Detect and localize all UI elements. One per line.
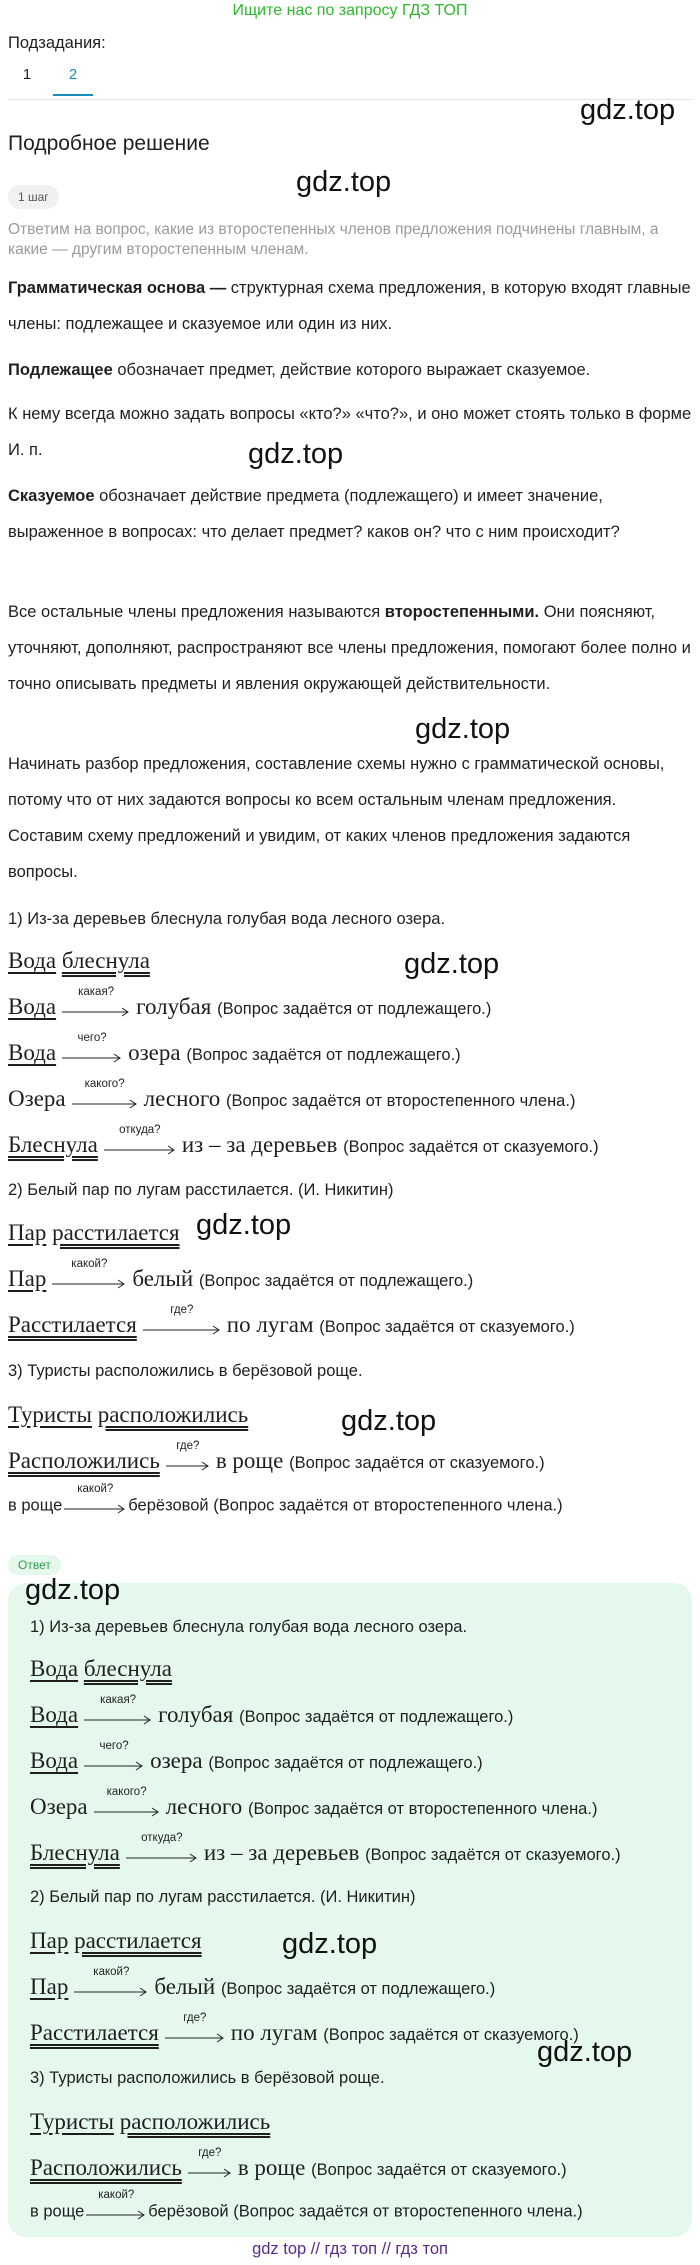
sentence-2: 2) Белый пар по лугам расстилается. (И. Никитин): [8, 1181, 394, 1199]
dependent-word: белый: [154, 1974, 216, 1999]
paragraph-grammatical-basis: [8, 270, 692, 342]
watermark: gdz.top: [537, 2036, 633, 2068]
answer-box: [8, 1574, 692, 2237]
subject: Туристы: [8, 1402, 92, 1427]
watermark: gdz.top: [196, 1209, 292, 1241]
scheme-basis-1: [30, 1656, 172, 1682]
head-word: Вода: [30, 1702, 79, 1727]
relation-note: (Вопрос задаётся от подлежащего.): [239, 1708, 514, 1726]
definition-text: структурная схема предложения, в которую входят главные члены: подлежащее и сказуемое или один из них.: [8, 279, 691, 333]
relation-note: (Вопрос задаётся от сказуемого.): [343, 1138, 599, 1156]
question-label: чего?: [77, 1031, 107, 1044]
dependent-word: по лугам: [230, 2020, 318, 2045]
predicate: расположились: [119, 2109, 271, 2134]
question-label: какой?: [98, 2189, 135, 2201]
relation-note: (Вопрос задаётся от сказуемого.): [323, 2026, 579, 2044]
sentence-2: 2) Белый пар по лугам расстилается. (И. Никитин): [30, 1888, 416, 1906]
paragraph-subject: [8, 352, 692, 388]
scheme-relation: [8, 1439, 545, 1474]
scheme-relation: [30, 1785, 598, 1820]
subtasks-label: Подзадания:: [8, 34, 106, 52]
scheme-relation: [8, 1483, 563, 1516]
arrow-icon: [94, 1785, 160, 1819]
question-label: откуда?: [141, 1831, 183, 1844]
scheme-relation: [8, 985, 492, 1020]
definition-text: обозначает предмет, действие которого выражает сказуемое.: [112, 361, 591, 379]
question-label: откуда?: [119, 1123, 161, 1136]
head-word: Расположились: [30, 2155, 182, 2180]
head-word: Вода: [8, 1040, 57, 1065]
dependent-word: в роще: [237, 2155, 306, 2180]
dependent-word: из – за деревьев: [181, 1132, 338, 1157]
scheme-relation: [30, 1693, 514, 1728]
relation-note: (Вопрос задаётся от второстепенного члена.): [213, 1496, 563, 1515]
relation-note: (Вопрос задаётся от сказуемого.): [365, 1846, 621, 1864]
subject: Пар: [8, 1220, 47, 1245]
scheme-relation: [8, 1077, 576, 1112]
predicate: блеснула: [61, 948, 150, 973]
dependent-word: белый: [132, 1266, 194, 1291]
predicate: расстилается: [74, 1928, 202, 1953]
sentence-3: 3) Туристы расположились в берёзовой роще.: [8, 1362, 363, 1380]
relation-note: (Вопрос задаётся от подлежащего.): [186, 1046, 461, 1064]
scheme-basis-3: [8, 1402, 248, 1428]
dependent-word: лесного: [143, 1086, 221, 1111]
dependent-word: озера: [128, 1040, 181, 1065]
question-label: какой?: [71, 1257, 108, 1270]
relation-note: (Вопрос задаётся от второстепенного члена.): [233, 2202, 583, 2221]
scheme-relation: [30, 1831, 621, 1866]
solution-title: Подробное решение: [8, 132, 210, 155]
dependent-word: берёзовой: [128, 1496, 209, 1515]
paragraph-subject-questions: К нему всегда можно задать вопросы «кто?» «что?», и оно может стоять только в форме И. п.: [8, 405, 692, 459]
subject: Вода: [8, 948, 57, 973]
relation-note: (Вопрос задаётся от второстепенного члена.): [226, 1092, 576, 1110]
dependent-word: берёзовой: [148, 2202, 229, 2221]
dependent-word: из – за деревьев: [203, 1840, 360, 1865]
footer-links[interactable]: gdz top // гдз топ // гдз топ: [252, 2240, 448, 2258]
question-label: где?: [170, 1303, 194, 1316]
subject: Туристы: [30, 2109, 114, 2134]
subject: Вода: [30, 1656, 79, 1681]
scheme-relation: [8, 1031, 461, 1066]
arrow-icon: [62, 1031, 122, 1065]
question-label: где?: [183, 2011, 207, 2024]
arrow-icon: [64, 1483, 126, 1516]
relation-note: (Вопрос задаётся от сказуемого.): [311, 2161, 567, 2179]
head-word: в роще: [8, 1496, 63, 1515]
head-word: Пар: [8, 1266, 47, 1291]
relation-note: (Вопрос задаётся от подлежащего.): [217, 1000, 492, 1018]
predicate: расположились: [97, 1402, 249, 1427]
scheme-relation: [30, 2189, 583, 2222]
active-tab-indicator: [53, 94, 93, 96]
scheme-relation: [30, 1965, 496, 2000]
head-word: Озера: [8, 1086, 66, 1111]
watermark: gdz.top: [296, 166, 392, 198]
dependent-word: в роще: [215, 1448, 284, 1473]
arrow-icon: [84, 1739, 144, 1773]
question-label: где?: [176, 1439, 200, 1452]
arrow-icon: [62, 985, 130, 1019]
head-word: Пар: [30, 1974, 69, 1999]
relation-note: (Вопрос задаётся от сказуемого.): [319, 1318, 575, 1336]
arrow-icon: [52, 1257, 126, 1291]
question-label: какого?: [84, 1077, 125, 1090]
head-word: Вода: [8, 994, 57, 1019]
predicate: блеснула: [83, 1656, 172, 1681]
head-word: Расстилается: [30, 2020, 159, 2045]
head-word: Озера: [30, 1794, 88, 1819]
scheme-basis-2: [30, 1928, 202, 1954]
step-badge: 1 шаг: [8, 185, 59, 209]
scheme-relation: [8, 1303, 575, 1338]
term-grammatical-basis: Грамматическая основа —: [8, 279, 227, 297]
watermark: gdz.top: [415, 713, 511, 745]
arrow-icon: [165, 2011, 225, 2045]
arrow-icon: [104, 1123, 176, 1157]
scheme-relation: [30, 2146, 567, 2181]
dependent-word: озера: [150, 1748, 203, 1773]
dependent-word: голубая: [136, 994, 212, 1019]
intro-text: Ответим на вопрос, какие из второстепенных членов предложения подчинены главным, а какие — другим второстепенным членам.: [8, 221, 659, 258]
watermark: gdz.top: [341, 1405, 437, 1437]
subtask-tab-2[interactable]: 2: [68, 66, 78, 83]
head-word: Вода: [30, 1748, 79, 1773]
question-label: какой?: [93, 1965, 130, 1978]
term-secondary: второстепенными.: [384, 603, 540, 621]
scheme-basis-1: [8, 948, 150, 974]
relation-note: (Вопрос задаётся от сказуемого.): [289, 1454, 545, 1472]
question-label: какая?: [100, 1693, 137, 1706]
scheme-relation: [8, 1123, 599, 1158]
paragraph-secondary-members: [8, 594, 692, 702]
dependent-word: по лугам: [226, 1312, 314, 1337]
paragraph-method: Начинать разбор предложения, составление схемы нужно с грамматической основы, потому что от них задаются вопросы ко всем остальным членам предложения. Составим схему предложений и увидим, от каких членов предложения задаются вопросы.: [8, 755, 665, 881]
watermark: gdz.top: [282, 1928, 378, 1960]
answer-badge: Ответ: [8, 1555, 61, 1575]
scheme-relation: [8, 1257, 474, 1292]
head-word: Расположились: [8, 1448, 160, 1473]
arrow-icon: [126, 1831, 198, 1865]
definition-text: обозначает действие предмета (подлежащего) и имеет значение, выраженное в вопросах: что делает предмет? каков он? что с ним происходит?: [8, 487, 620, 541]
definition-text: Все остальные члены предложения называются: [8, 603, 385, 621]
relation-note: (Вопрос задаётся от подлежащего.): [198, 1272, 474, 1290]
arrow-icon: [74, 1965, 148, 1999]
paragraph-predicate: [8, 478, 692, 550]
subject: Пар: [30, 1928, 69, 1953]
relation-note: (Вопрос задаётся от подлежащего.): [220, 1980, 496, 1998]
definition-text: Они поясняют, уточняют, дополняют, распространяют все члены предложения, помогают более полно и точно описывать предметы и явления окружающей действительности.: [8, 603, 691, 693]
term-predicate: Сказуемое: [8, 487, 95, 505]
head-word: Расстилается: [8, 1312, 137, 1337]
watermark: gdz.top: [248, 438, 344, 470]
question-label: какой?: [77, 1483, 114, 1495]
question-label: какая?: [78, 985, 115, 998]
sentence-1: 1) Из-за деревьев блеснула голубая вода лесного озера.: [8, 910, 446, 928]
dependent-word: лесного: [165, 1794, 243, 1819]
subtask-tab-1[interactable]: 1: [22, 66, 32, 83]
question-label: чего?: [99, 1739, 129, 1752]
relation-note: (Вопрос задаётся от подлежащего.): [208, 1754, 483, 1772]
scheme-basis-3: [30, 2109, 270, 2135]
head-word: Блеснула: [30, 1840, 120, 1865]
sentence-1: 1) Из-за деревьев блеснула голубая вода лесного озера.: [30, 1618, 468, 1636]
sentence-3: 3) Туристы расположились в берёзовой роще.: [30, 2069, 385, 2087]
head-word: в роще: [30, 2202, 85, 2221]
scheme-relation: [30, 1739, 483, 1774]
arrow-icon: [166, 1439, 210, 1473]
question-label: где?: [198, 2146, 222, 2159]
term-subject: Подлежащее: [8, 361, 113, 379]
dependent-word: голубая: [158, 1702, 234, 1727]
head-word: Блеснула: [8, 1132, 98, 1157]
arrow-icon: [72, 1077, 138, 1111]
scheme-relation: [30, 2011, 579, 2046]
watermark: gdz.top: [25, 1574, 121, 1606]
watermark: gdz.top: [580, 94, 676, 126]
arrow-icon: [188, 2146, 232, 2180]
predicate: расстилается: [52, 1220, 180, 1245]
relation-note: (Вопрос задаётся от второстепенного члена.): [248, 1800, 598, 1818]
question-label: какого?: [106, 1785, 147, 1798]
arrow-icon: [143, 1303, 221, 1337]
arrow-icon: [84, 1693, 152, 1727]
watermark: gdz.top: [404, 948, 500, 980]
scheme-basis-2: [8, 1220, 180, 1246]
search-banner: Ищите нас по запросу ГДЗ ТОП: [232, 2, 468, 19]
arrow-icon: [86, 2189, 146, 2222]
